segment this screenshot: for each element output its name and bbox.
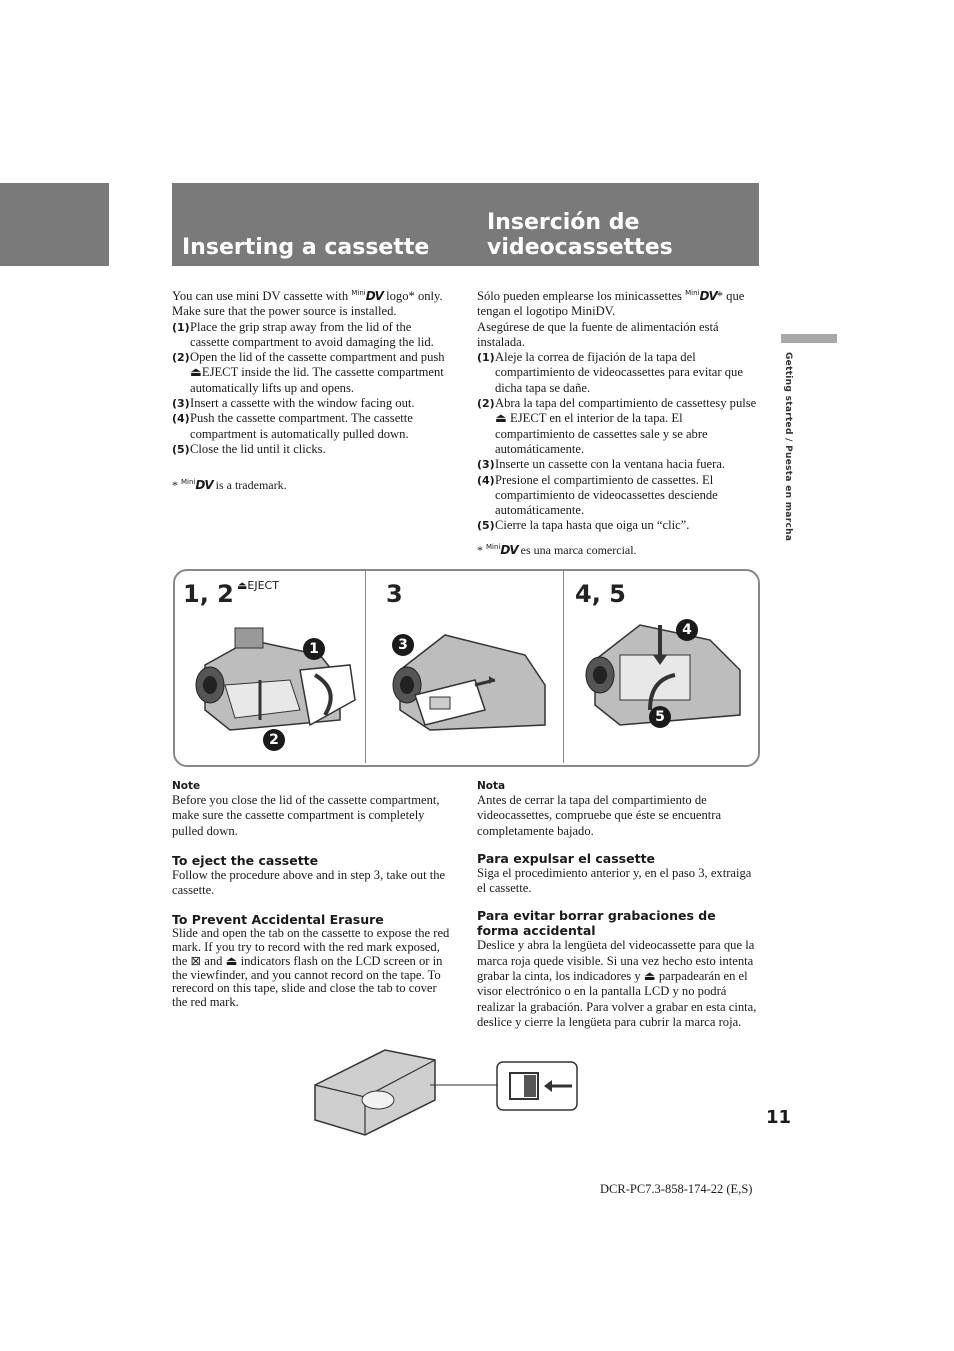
cassette-tab-illustration (310, 1045, 585, 1140)
step-item (172, 396, 452, 411)
english-intro: You can use mini DV cassette with $^{Mini}$DV logo* only. (172, 289, 443, 303)
step-text: Push the cassette compartment. The cassette compartment is automatically pulled down. (190, 411, 413, 441)
minidv-logo: $^{Mini}$DV (181, 478, 213, 493)
callout-1: 1 (303, 638, 325, 660)
callout-3: 3 (392, 634, 414, 656)
section-label: Getting started / Puesta en marcha (783, 352, 793, 542)
erasure-heading: To Prevent Accidental Erasure (172, 912, 384, 928)
step-text: Inserte un cassette con la ventana hacia fuera. (495, 457, 726, 472)
side-tab-bar (781, 334, 837, 343)
panel-divider (563, 571, 564, 763)
step-item (477, 350, 759, 396)
step-number: (4) (477, 473, 495, 487)
step-label-4-5: 4, 5 (575, 580, 626, 608)
spanish-notes (477, 779, 760, 1030)
step-number: (2) (477, 397, 495, 411)
spanish-trademark: * $^{Mini}$DV es una marca comercial. (477, 542, 637, 557)
erasure-heading: Para evitar borrar grabaciones de forma accidental (477, 908, 716, 939)
note-heading: Note (172, 780, 201, 792)
note-text: Before you close the lid of the cassette compartment, make sure the cassette compartment is completely pulled down. (172, 793, 440, 838)
step-item (477, 473, 759, 519)
minidv-logo: $^{Mini}$DV (685, 289, 717, 303)
step-item (172, 320, 452, 351)
erasure-text: Deslice y abra la lengüeta del videocassette para que la marca roja quede visible. Si una vez hecho esto intenta grabar la cinta, los indicadores y ⏏ parpadearán en el visor electrónico o en la pantalla LCD y no podrá realizar la grabación. Para volver a grabar en esta cinta, deslice y cierre la lengüeta para cubrir la marca roja. (477, 938, 757, 1029)
english-trademark: * $^{Mini}$DV is a trademark. (172, 478, 287, 493)
step-item (172, 442, 452, 457)
step-label-3: 3 (386, 580, 403, 608)
step-text: Aleje la correa de fijación de la tapa del compartimiento de videocassettes para evitar que dicha tapa se dañe. (495, 350, 743, 395)
step-number: (5) (477, 519, 495, 533)
step-text: Close the lid until it clicks. (190, 441, 326, 456)
note-heading: Nota (477, 780, 506, 792)
camcorder-open-lid-illustration (190, 610, 360, 740)
callout-5: 5 (649, 706, 671, 728)
spanish-steps (477, 350, 759, 534)
step-item (477, 518, 759, 533)
spanish-intro2: Asegúrese de que la fuente de alimentación está instalada. (477, 319, 719, 349)
title-spanish-line2: videocassettes (487, 235, 673, 260)
step-item (172, 350, 452, 396)
step-item (477, 457, 759, 472)
minidv-logo: $^{Mini}$DV (486, 542, 518, 557)
step-number: (1) (477, 351, 495, 365)
step-text: Presione el compartimiento de cassettes. El compartimiento de videocassettes desciende automáticamente. (495, 472, 718, 518)
step-text: Abra la tapa del compartimiento de cassettesy pulse ⏏ EJECT en el interior de la tapa. El compartimiento de cassettes sale y se abre automáticamente. (495, 396, 757, 456)
step-text: Cierre la tapa hasta que oiga un “clic”. (495, 518, 690, 533)
step-item (477, 396, 759, 457)
english-intro2: Make sure that the power source is installed. (172, 304, 397, 319)
minidv-logo: $^{Mini}$DV (351, 289, 383, 303)
page-number: 11 (766, 1107, 792, 1128)
english-instructions (172, 286, 452, 494)
panel-divider (365, 571, 366, 763)
step-number: (5) (172, 442, 190, 456)
step-item (172, 411, 452, 442)
eject-heading: Para expulsar el cassette (477, 850, 656, 866)
title-spanish-line1: Inserción de (487, 210, 640, 235)
step-number: (2) (172, 351, 190, 365)
eject-heading: To eject the cassette (172, 852, 319, 868)
step-label-1-2: 1, 2 (183, 580, 234, 608)
english-notes (172, 779, 452, 1010)
step-text: Insert a cassette with the window facing out. (190, 396, 415, 411)
eject-text: Follow the procedure above and in step 3, take out the cassette. (172, 867, 446, 898)
step-text: Open the lid of the cassette compartment and push ⏏EJECT inside the lid. The cassette compartment automatically lifts up and opens. (190, 350, 445, 395)
title-english: Inserting a cassette (182, 235, 430, 260)
spanish-intro: Sólo pueden emplearse los minicassettes $^{Mini}$DV* que tengan el logotipo MiniDV. (477, 289, 745, 319)
spanish-instructions (477, 286, 759, 558)
erasure-text: Slide and open the tab on the cassette to expose the red mark. If you try to record with the red mark exposed, the ⊠ and ⏏ indicators flash on the LCD screen or in the viewfinder, and you cannot record on the tape. To rerecord on this tape, slide and close the tab to cover the red mark. (172, 926, 450, 1009)
step-number: (4) (172, 412, 190, 426)
thumb-tab (0, 183, 109, 266)
english-steps (172, 320, 452, 458)
step-number: (3) (477, 458, 495, 472)
eject-label: ⏏EJECT (237, 579, 279, 592)
note-text: Antes de cerrar la tapa del compartimiento de videocassettes, compruebe que éste se encuentra completamente bajado. (477, 793, 722, 838)
eject-text: Siga el procedimiento anterior y, en el paso 3, extraiga el cassette. (477, 865, 752, 896)
step-number: (1) (172, 320, 190, 334)
callout-4: 4 (676, 619, 698, 641)
step-text: Place the grip strap away from the lid of the cassette compartment to avoid damaging the lid. (190, 319, 434, 349)
footer-code: DCR-PC7.3-858-174-22 (E,S) (600, 1182, 753, 1196)
step-number: (3) (172, 397, 190, 411)
callout-2: 2 (263, 729, 285, 751)
